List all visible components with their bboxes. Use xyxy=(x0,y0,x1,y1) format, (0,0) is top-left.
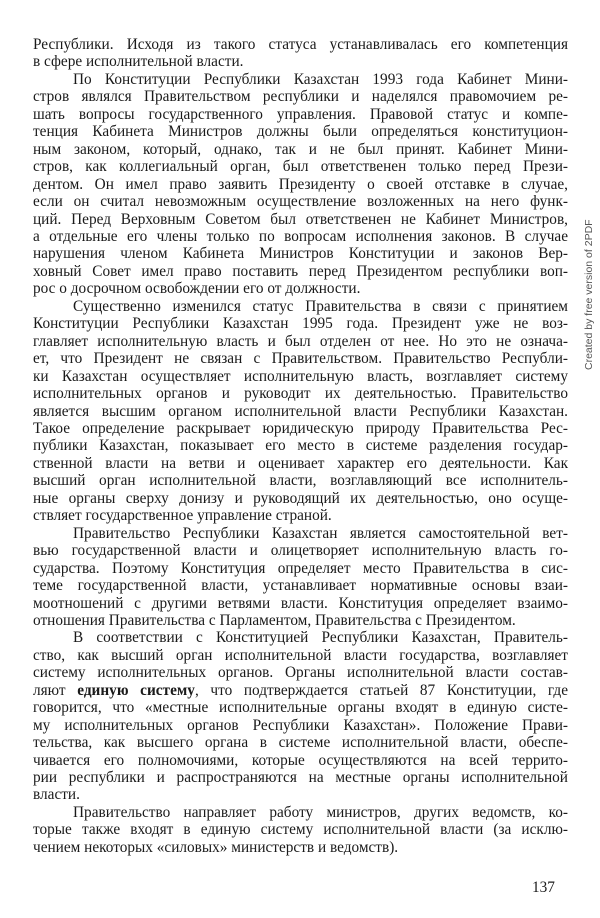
text-line: стров являлся Правительством республики и наделялся правомочием ре- xyxy=(33,88,568,106)
text-line: Правительство Республики Казахстан является самостоятельной вет- xyxy=(73,524,568,542)
text-line: тенция Кабинета Министров должны были определяться конституцион- xyxy=(33,123,568,141)
bold-emphasis: единую систему xyxy=(77,681,195,699)
text-line: Существенно изменился статус Правительства в связи с принятием xyxy=(73,297,568,315)
page-number: 137 xyxy=(532,879,555,896)
text-line: чением некоторых «силовых» министерств и ведомств). xyxy=(33,838,399,856)
text-line: теме государственной власти, устанавливает нормативные основы взаи- xyxy=(33,577,568,595)
text-line: вью государственной власти и олицетворяет исполнительную власть го- xyxy=(33,542,568,560)
watermark: Created by free version of 2PDF xyxy=(583,219,595,370)
text-line: Конституции Республики Казахстан 1995 года. Президент уже не воз- xyxy=(33,315,568,333)
text-line: нарушения членом Кабинета Министров Конституции и законов Вер- xyxy=(33,245,568,263)
text-line: ций. Перед Верховным Советом был ответственен не Кабинет Министров, xyxy=(33,210,568,228)
text-line: В соответствии с Конституцией Республики Казахстан, Правитель- xyxy=(73,629,568,647)
text-line: торые также входят в единую систему исполнительной власти (за исклю- xyxy=(33,821,568,839)
text-line: рос о досрочном освобождении его от должности. xyxy=(33,280,361,298)
text-line: отношения Правительства с Парламентом, Правительства с Президентом. xyxy=(33,611,516,629)
text-line: Такое определение раскрывает юридическую природу Правительства Рес- xyxy=(33,419,568,437)
text-line: рии республики и распространяются на местные органы исполнительной xyxy=(33,769,568,787)
text-line: ховный Совет имел право поставить перед Президентом республики воп- xyxy=(33,262,568,280)
text-line: если он считал невозможным осуществление возложенных на него функ- xyxy=(33,193,568,211)
text-segment: ляют xyxy=(33,681,78,699)
paragraph xyxy=(33,298,568,525)
text-line: исполнительных органов и руководит их деятельностью. Правительство xyxy=(33,385,568,403)
text-line: ственной власти на ветви и оценивает характер его деятельности. Как xyxy=(33,454,568,472)
text-line: говорится, что «местные исполнительные органы входят в единую систе- xyxy=(33,699,568,717)
text-line: шать вопросы государственного управления. Правовой статус и компе- xyxy=(33,105,568,123)
text-line: в сфере исполнительной власти. xyxy=(33,53,244,71)
text-line: систему исполнительных органов. Органы исполнительной власти состав- xyxy=(33,664,568,682)
text-line: чивается его полномочиями, которые осуществляются на всей террито- xyxy=(33,751,568,769)
paragraph xyxy=(33,804,568,856)
text-line: а отдельные его члены только по вопросам исполнения законов. В случае xyxy=(33,227,568,245)
text-line: публики Казахстан, показывает его место в системе разделения государ- xyxy=(33,437,568,455)
page-body-text xyxy=(33,36,568,856)
text-line: власти. xyxy=(33,786,80,804)
text-line: главляет исполнительную власть и был отделен от нее. Но это не означа- xyxy=(33,332,568,350)
text-line: моотношений с другими ветвями власти. Конституция определяет взаимо- xyxy=(33,594,568,612)
text-line: сударства. Поэтому Конституция определяет место Правительства в сис- xyxy=(33,559,568,577)
paragraph xyxy=(33,71,568,298)
text-line: тельства, как высшего органа в системе исполнительной власти, обеспе- xyxy=(33,734,568,752)
text-line: ет, что Президент не связан с Правительством. Правительство Республи- xyxy=(33,350,568,368)
text-line: му исполнительных органов Республики Казахстан». Положение Прави- xyxy=(33,716,568,734)
text-line: высший орган исполнительной власти, возглавляющий все исполнитель- xyxy=(33,472,568,490)
text-line: стров, как коллегиальный орган, был ответственен только перед Прези- xyxy=(33,158,568,176)
text-line: Республики. Исходя из такого статуса устанавливалась его компетенция xyxy=(33,36,568,53)
text-line xyxy=(33,682,568,699)
text-line: Правительство направляет работу министров, других ведомств, ко- xyxy=(73,803,568,821)
paragraph xyxy=(33,36,568,71)
text-line: дентом. Он имел право заявить Президенту о своей отставке в случае, xyxy=(33,175,568,193)
paragraph xyxy=(33,629,568,804)
text-line: ство, как высший орган исполнительной власти государства, возглавляет xyxy=(33,646,568,664)
text-line: ствляет государственное управление страной. xyxy=(33,507,332,525)
text-line: ным законом, который, однако, так и не был принят. Кабинет Мини- xyxy=(33,140,568,158)
text-segment: , что подтверждается статьей 87 Конституции, где xyxy=(194,681,569,699)
text-line: является высшим органом исполнительной власти Республики Казахстан. xyxy=(33,402,568,420)
text-line: ные органы сверху донизу и руководящий их деятельностью, оно осуще- xyxy=(33,489,568,507)
paragraph xyxy=(33,525,568,630)
text-line: По Конституции Республики Казахстан 1993 года Кабинет Мини- xyxy=(73,70,568,88)
text-line: ки Казахстан осуществляет исполнительную власть, возглавляет систему xyxy=(33,367,568,385)
